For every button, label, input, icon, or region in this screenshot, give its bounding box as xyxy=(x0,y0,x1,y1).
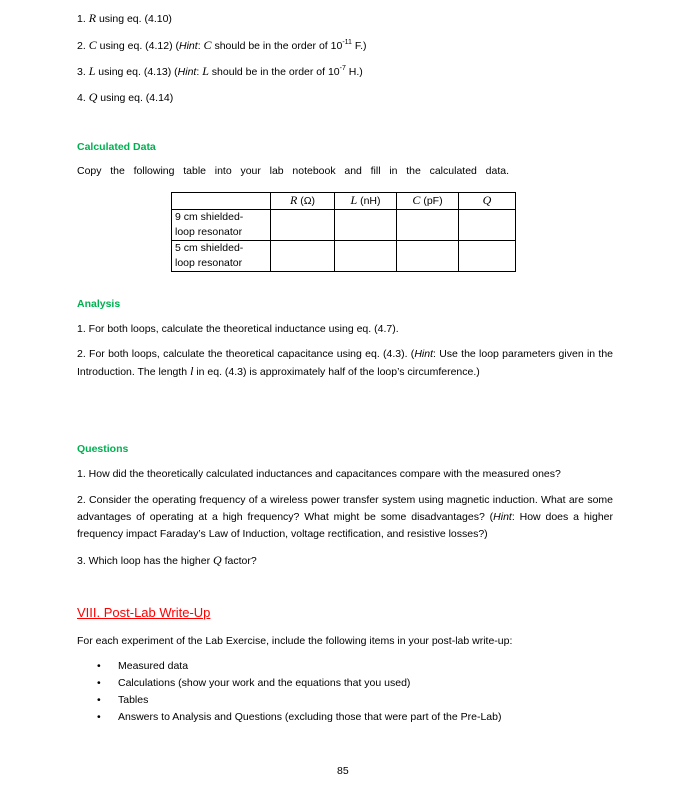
cell-c xyxy=(397,241,459,272)
cell-l xyxy=(335,241,397,272)
variable-r: R xyxy=(88,11,97,25)
row-label-line-1: 5 cm shielded- xyxy=(175,242,244,254)
column-unit: (pF) xyxy=(420,195,443,207)
cell-r xyxy=(271,241,335,272)
header-cell-q xyxy=(459,193,516,210)
calculated-data-heading: Calculated Data xyxy=(77,141,156,153)
list-item xyxy=(77,658,501,675)
variable-l: L xyxy=(88,64,96,78)
analysis-heading: Analysis xyxy=(77,298,121,310)
column-variable: R xyxy=(289,193,298,207)
variable-c: C xyxy=(88,38,97,52)
calculated-data-table xyxy=(171,192,516,272)
prelab-item-3 xyxy=(77,64,363,79)
hint-variable: C xyxy=(203,38,212,52)
list-item-text: Tables xyxy=(118,694,149,706)
list-item xyxy=(77,709,501,726)
calculated-data-instruction: Copy the following table into your lab notebook and fill in the calculated data. xyxy=(77,165,509,177)
header-cell-r xyxy=(271,193,335,210)
page-number: 85 xyxy=(337,765,349,777)
hint-variable: L xyxy=(202,64,209,78)
item-text: using eq. (4.10) xyxy=(96,13,172,25)
postlab-intro: For each experiment of the Lab Exercise, include the following items in your post-lab write-up: xyxy=(77,635,513,647)
item-number: 3. xyxy=(77,66,86,78)
column-variable: Q xyxy=(482,193,492,207)
question-1: 1. How did the theoretically calculated inductances and capacitances compare with the measured ones? xyxy=(77,468,561,480)
cell-q xyxy=(459,241,516,272)
column-variable: C xyxy=(412,193,421,207)
cell-l xyxy=(335,210,397,241)
variable-q: Q xyxy=(213,553,222,567)
hint-text: should be in the order of 10 xyxy=(211,40,343,52)
postlab-heading: VIII. Post-Lab Write-Up xyxy=(77,605,211,620)
list-item-text: Measured data xyxy=(118,660,189,672)
bullet-icon: • xyxy=(97,711,101,723)
question-2 xyxy=(77,492,613,543)
question-text: : How does a higher frequency impact Faraday’s Law of Induction, voltage rectification, and resistive losses?) xyxy=(77,511,614,540)
exponent: -7 xyxy=(339,65,346,72)
table-row xyxy=(172,210,516,241)
column-variable: L xyxy=(350,193,358,207)
prelab-item-4 xyxy=(77,90,173,105)
exponent: -11 xyxy=(342,39,352,46)
item-number: 4. xyxy=(77,92,86,104)
hint-label: Hint xyxy=(414,348,433,360)
variable-q: Q xyxy=(88,90,98,104)
row-label xyxy=(172,241,271,272)
question-text: 2. Consider the operating frequency of a wireless power transfer system using magnetic induction. What are some advantages of operating at a high frequency? What might be some disadvantages? ( xyxy=(77,494,613,523)
hint-label: Hint xyxy=(493,511,512,523)
analysis-item-1: 1. For both loops, calculate the theoretical inductance using eq. (4.7). xyxy=(77,323,399,335)
table-header-row xyxy=(172,193,516,210)
list-item-text: Answers to Analysis and Questions (excluding those that were part of the Pre-Lab) xyxy=(118,711,502,723)
item-text: : Use the loop parameters given in the Introduction. The length xyxy=(77,348,613,378)
hint-text: should be in the order of 10 xyxy=(208,66,340,78)
prelab-item-1 xyxy=(77,11,172,26)
bullet-icon: • xyxy=(97,677,101,689)
list-item xyxy=(77,675,501,692)
variable-l: l xyxy=(190,364,194,378)
row-label-line-2: loop resonator xyxy=(175,257,243,269)
table-row xyxy=(172,241,516,272)
header-cell-c xyxy=(397,193,459,210)
item-text: using eq. (4.13) ( xyxy=(95,66,178,78)
cell-r xyxy=(271,210,335,241)
question-text: factor? xyxy=(221,555,257,567)
prelab-item-2 xyxy=(77,38,367,53)
row-label-line-1: 9 cm shielded- xyxy=(175,211,244,223)
hint-tail: F.) xyxy=(351,40,367,52)
postlab-items-list xyxy=(77,658,501,726)
item-text: in eq. (4.3) is approximately half of the loop’s circumference.) xyxy=(193,366,480,378)
list-item-text: Calculations (show your work and the equations that you used) xyxy=(118,677,411,689)
hint-colon: : xyxy=(196,66,203,78)
analysis-item-2 xyxy=(77,346,613,381)
row-label-line-2: loop resonator xyxy=(175,226,243,238)
cell-q xyxy=(459,210,516,241)
item-number: 2. xyxy=(77,40,86,52)
question-3 xyxy=(77,552,613,570)
list-item xyxy=(77,692,501,709)
cell-c xyxy=(397,210,459,241)
item-text: using eq. (4.12) ( xyxy=(96,40,179,52)
header-cell-l xyxy=(335,193,397,210)
item-text: 2. For both loops, calculate the theoretical capacitance using eq. (4.3). ( xyxy=(77,348,415,360)
hint-tail: H.) xyxy=(345,66,363,78)
hint-label: Hint xyxy=(179,40,198,52)
header-cell-empty xyxy=(172,193,271,210)
hint-colon: : xyxy=(197,40,204,52)
hint-label: Hint xyxy=(177,66,197,78)
bullet-icon: • xyxy=(97,694,101,706)
column-unit: (Ω) xyxy=(297,195,316,207)
bullet-icon: • xyxy=(97,660,101,672)
questions-heading: Questions xyxy=(77,443,129,455)
item-number: 1. xyxy=(77,13,86,25)
column-unit: (nH) xyxy=(357,195,381,207)
question-text: 3. Which loop has the higher xyxy=(77,555,213,567)
row-label xyxy=(172,210,271,241)
item-text: using eq. (4.14) xyxy=(97,92,174,104)
